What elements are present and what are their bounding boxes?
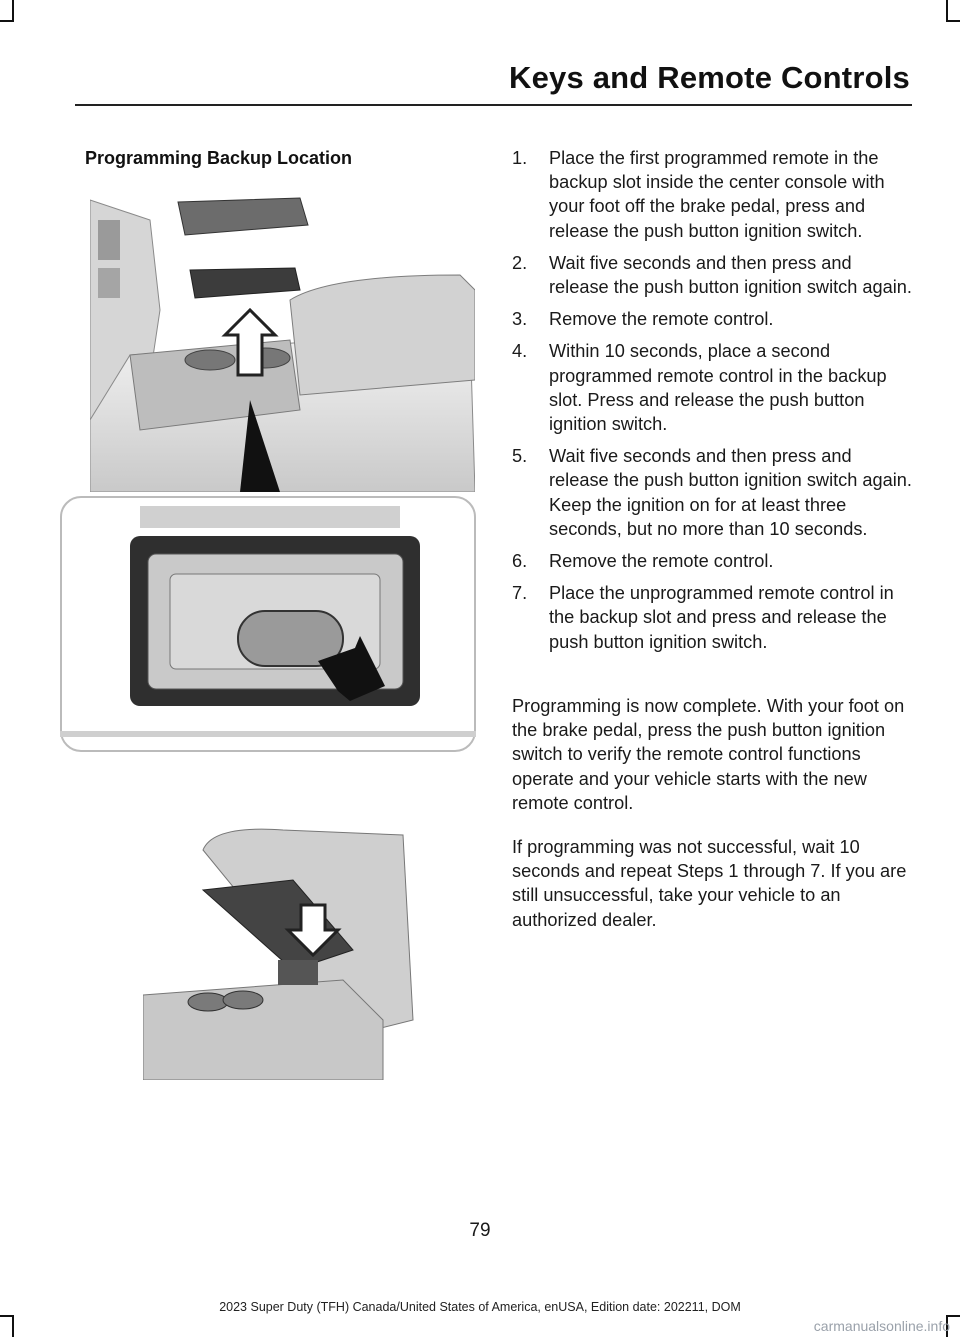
step-text: Remove the remote control. <box>549 309 774 330</box>
step-number: 5. <box>512 446 528 467</box>
step-number: 6. <box>512 551 528 572</box>
backup-slot-detail-illustration <box>60 496 476 752</box>
step-item <box>512 581 912 654</box>
step-number: 7. <box>512 583 528 604</box>
step-text: Remove the remote control. <box>549 551 774 572</box>
step-item <box>512 549 912 573</box>
edition-footer: 2023 Super Duty (TFH) Canada/United States of America, enUSA, Edition date: 202211, DOM <box>219 1300 741 1314</box>
page-number: 79 <box>469 1220 491 1241</box>
step-text: Within 10 seconds, place a second programmed remote control in the backup slot. Press and release the push button ignition switch. <box>549 341 887 435</box>
step-text: Wait five seconds and then press and release the push button ignition switch again. <box>549 252 912 298</box>
header-rule <box>75 104 912 106</box>
step-item <box>512 251 912 299</box>
console-tray-illustration <box>90 180 475 492</box>
step-item <box>512 307 912 331</box>
step-number: 3. <box>512 309 528 330</box>
completion-paragraph: Programming is now complete. With your foot on the brake pedal, press the push button ignition switch to verify the remote control functions operate and your vehicle starts with the new remote control. <box>512 696 905 813</box>
watermark: carmanualsonline.info <box>813 1318 950 1334</box>
unsuccessful-paragraph: If programming was not successful, wait 10 seconds and repeat Steps 1 through 7. If you are still unsuccessful, take your vehicle to an authorized dealer. <box>512 837 907 930</box>
step-text: Place the unprogrammed remote control in the backup slot and press and release the push button ignition switch. <box>549 583 894 652</box>
step-number: 1. <box>512 148 528 168</box>
page-title: Keys and Remote Controls <box>509 60 910 95</box>
step-number: 4. <box>512 341 528 362</box>
step-item <box>512 444 912 541</box>
section-heading: Programming Backup Location <box>85 148 353 168</box>
step-item <box>512 146 912 243</box>
armrest-open-illustration <box>143 820 433 1080</box>
step-text: Wait five seconds and then press and release the push button ignition switch again. Keep the ignition on for at least three seconds, but no more than 10 seconds. <box>549 446 912 539</box>
step-text: Place the first programmed remote in the backup slot inside the center console with your foot off the brake pedal, press and release the push button ignition switch. <box>549 148 885 241</box>
step-item <box>512 339 912 436</box>
step-number: 2. <box>512 252 528 273</box>
programming-steps-list <box>512 146 912 662</box>
